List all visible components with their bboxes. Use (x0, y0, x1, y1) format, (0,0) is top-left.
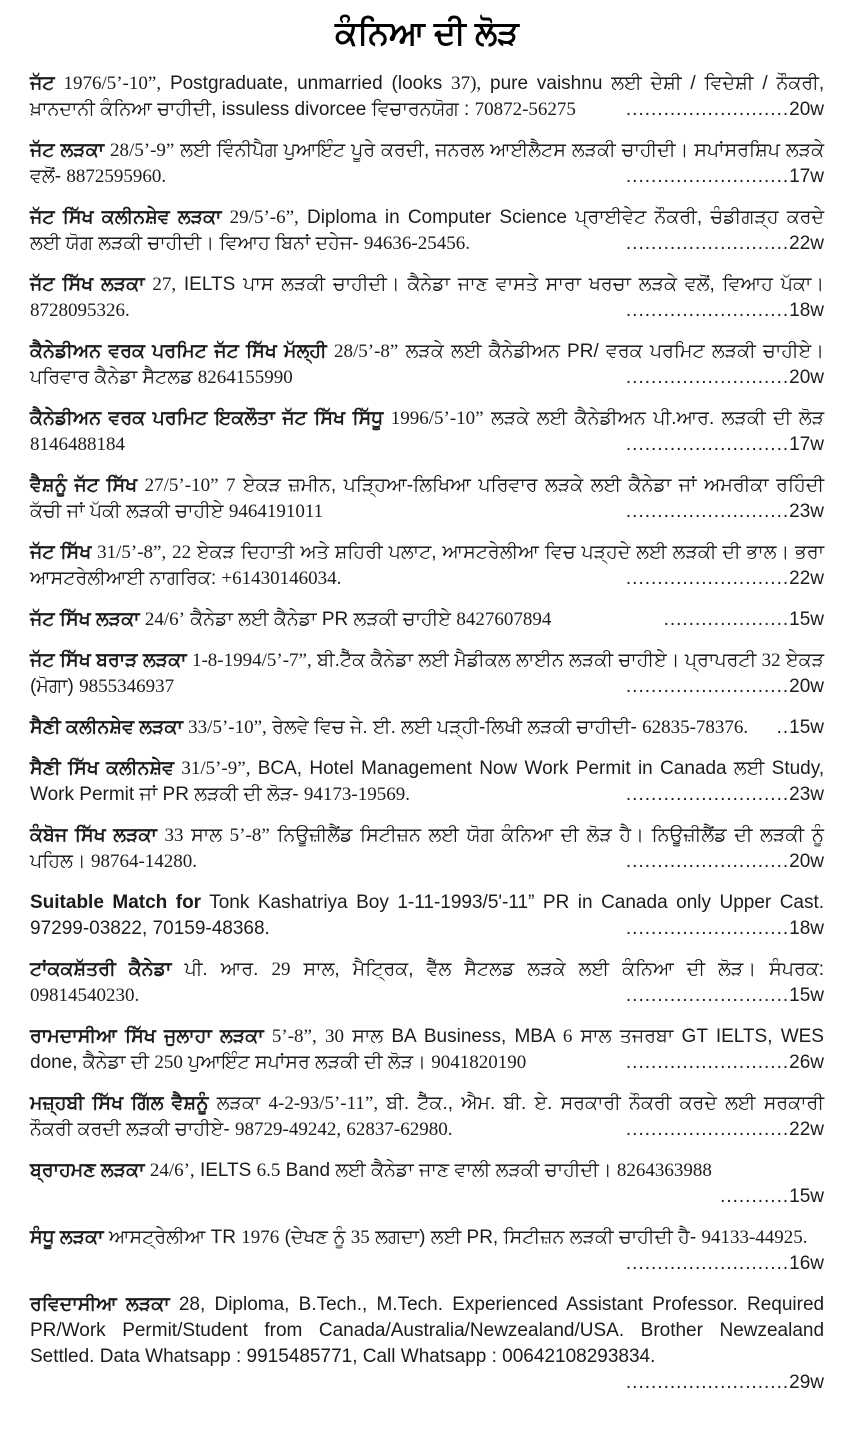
ad-trailer (710, 1184, 824, 1210)
ad-number: 35 (350, 1227, 370, 1249)
ad-body-text: Tonk Kashatriya Boy 1-11-1993/5'-11” PR in Canada only Upper Cast. 97299-03822, 70159-48368. (30, 892, 825, 940)
leader-dots: .......................... (625, 434, 790, 456)
ad-lead-caste: ਜੱਟ ਲੜਕਾ (30, 140, 105, 162)
ad-number: 31/5’-9”, (181, 758, 251, 780)
ad-number: 32 (761, 650, 781, 672)
ad-trailer (654, 607, 824, 633)
leader-dots: .......................... (625, 1119, 790, 1141)
leader-dots: .. (776, 717, 790, 739)
word-count-badge: 15w (789, 609, 824, 631)
ad-lead-caste: ਵੈਸ਼ਨੂੰ ਜੱਟ ਸਿੱਖ (30, 475, 138, 497)
ad-number: 31/5’-8”, (97, 542, 167, 564)
ad-body-text: 1976/5’-10”, Postgraduate, unmarried (looks 37), pure vaishnu ਲਈ ਦੇਸ਼ੀ / ਵਿਦੇਸ਼ੀ / ਨੌਕਰੀ, ਖ਼ਾਨਦਾਨੀ ਕੰਨਿਆ ਚਾਹੀਦੀ, issuless divorcee ਵਿਚਾਰਨਯੋਗ : 70872-56275 (30, 73, 825, 121)
word-count-badge: 26w (789, 1052, 824, 1074)
classified-ad (30, 272, 824, 324)
ad-trailer (616, 97, 824, 123)
word-count-badge: 23w (789, 501, 824, 523)
leader-dots: .................... (663, 609, 790, 631)
ad-number: 9855346937 (79, 676, 175, 698)
leader-dots: .......................... (625, 568, 790, 590)
ad-body-text: 1-8-1994/5’-7”, ਬੀ.ਟੈੱਕ ਕੈਨੇਡਾ ਲਈ ਮੈਡੀਕਲ ਲਾਈਨ ਲੜਕੀ ਚਾਹੀਏ। ਪ੍ਰਾਪਰਟੀ 32 ਏਕੜ (ਮੋਗਾ) 9855346937 (30, 650, 825, 698)
ad-lead-caste: ਜੱਟ (30, 73, 55, 95)
ad-body-text: 28, Diploma, B.Tech., M.Tech. Experienced Assistant Professor. Required PR/Work Permit/Student from Canada/Australia/Newzealand/USA. Brother Newzealand Settled. Data Whatsapp : 9915485771, Call Whatsapp : 00642108293834. (30, 1294, 825, 1368)
ad-lead-caste: ਰਾਮਦਾਸੀਆ ਸਿੱਖ ਜੁਲਾਹਾ ਲੜਕਾ (30, 1026, 264, 1048)
ads-list (30, 71, 824, 1396)
classified-ad (30, 715, 824, 741)
ad-number: 37), (451, 73, 482, 95)
leader-dots: .......................... (625, 985, 790, 1007)
ad-trailer (616, 231, 824, 257)
ad-number: 24/6’, (149, 1160, 195, 1182)
ad-trailer (616, 916, 824, 942)
ad-number: 94133-44925. (701, 1227, 808, 1249)
classified-ad (30, 648, 824, 700)
leader-dots: .......................... (625, 1253, 790, 1275)
ad-lead-caste: ਜੱਟ ਸਿੱਖ (30, 542, 92, 564)
ad-body-text: 28/5’-8” ਲੜਕੇ ਲਈ ਕੈਨੇਡੀਅਨ PR/ ਵਰਕ ਪਰਮਿਟ ਲੜਕੀ ਚਾਹੀਏ। ਪਰਿਵਾਰ ਕੈਨੇਡਾ ਸੈਟਲਡ 8264155990 (30, 341, 825, 389)
classified-ad (30, 1225, 824, 1277)
leader-dots: .......................... (625, 501, 790, 523)
ad-number: 98729-49242, (235, 1119, 342, 1141)
ad-number: 1996/5’-10” (390, 408, 484, 430)
ad-number: 1976/5’-10”, (63, 73, 162, 95)
ad-number: 94636-25456. (363, 233, 470, 255)
ad-body-text: 33/5’-10”, ਰੇਲਵੇ ਵਿਚ ਜੇ. ਈ. ਲਈ ਪੜ੍ਹੀ-ਲਿਖੀ ਲੜਕੀ ਚਾਹੀਦੀ- 62835-78376. (188, 717, 749, 739)
leader-dots: .......................... (625, 233, 790, 255)
ad-trailer (616, 365, 824, 391)
ad-body-text: 24/6’ ਕੈਨੇਡਾ ਲਈ ਕੈਨੇਡਾ PR ਲੜਕੀ ਚਾਹੀਏ 8427607894 (144, 609, 552, 631)
ad-number: 62837-62980. (346, 1119, 453, 1141)
ad-body-text: 29/5’-6”, Diploma in Computer Science ਪ੍ਰਾਈਵੇਟ ਨੌਕਰੀ, ਚੰਡੀਗੜ੍ਹ ਕਰਦੇ ਲਈ ਯੋਗ ਲੜਕੀ ਚਾਹੀਦੀ। ਵਿਆਹ ਬਿਨਾਂ ਦਹੇਜ- 94636-25456. (30, 207, 825, 255)
classified-ad (30, 890, 824, 942)
word-count-badge: 15w (789, 985, 824, 1007)
word-count-badge: 20w (789, 851, 824, 873)
ad-number: +61430146034. (221, 568, 342, 590)
ad-number: 9464191011 (228, 501, 324, 523)
ad-number: 5’-8” (229, 825, 270, 847)
classified-ad (30, 756, 824, 808)
word-count-badge: 23w (789, 784, 824, 806)
word-count-badge: 15w (789, 717, 824, 739)
ad-body-text: 31/5’-9”, BCA, Hotel Management Now Work Permit in Canada ਲਈ Study, Work Permit ਜਾਂ PR ਲੜਕੀ ਦੀ ਲੋੜ- 94173-19569. (30, 758, 825, 806)
classified-ad (30, 205, 824, 257)
ad-lead-caste: ਜੱਟ ਸਿੱਖ ਬਰਾੜ ਲੜਕਾ (30, 650, 187, 672)
ad-lead-caste: ਜੱਟ ਸਿੱਖ ਲੜਕਾ (30, 274, 145, 296)
ad-body-text: 1996/5’-10” ਲੜਕੇ ਲਈ ਕੈਨੇਡੀਅਨ ਪੀ.ਆਰ. ਲੜਕੀ ਦੀ ਲੋੜ 8146488184 (30, 408, 825, 456)
leader-dots: .......................... (625, 851, 790, 873)
ad-body-text: 31/5’-8”, 22 ਏਕੜ ਦਿਹਾਤੀ ਅਤੇ ਸ਼ਹਿਰੀ ਪਲਾਟ, ਆਸਟਰੇਲੀਆ ਵਿਚ ਪੜ੍ਹਦੇ ਲਈ ਲੜਕੀ ਦੀ ਭਾਲ। ਭਰਾ ਆਸਟਰੇਲੀਆਈ ਨਾਗਰਿਕ: +61430146034. (30, 542, 825, 590)
word-count-badge: 29w (789, 1372, 824, 1394)
word-count-badge: 22w (789, 568, 824, 590)
ad-trailer (616, 1251, 824, 1277)
leader-dots: .......................... (625, 300, 790, 322)
leader-dots: .......................... (625, 784, 790, 806)
ad-body-text: 27, IELTS ਪਾਸ ਲੜਕੀ ਚਾਹੀਦੀ। ਕੈਨੇਡਾ ਜਾਣ ਵਾਸਤੇ ਸਾਰਾ ਖਰਚਾ ਲੜਕੇ ਵਲੋਂ, ਵਿਆਹ ਪੱਕਾ। 8728095326. (30, 274, 825, 322)
ad-number: 70872-56275 (474, 99, 576, 121)
ad-lead-caste: ਕੰਬੋਜ ਸਿੱਖ ਲੜਕਾ (30, 825, 157, 847)
leader-dots: ........... (720, 1186, 790, 1208)
ad-number: 7 (225, 475, 236, 497)
ad-number: 8728095326. (30, 300, 130, 322)
word-count-badge: 22w (789, 233, 824, 255)
ad-number: 22 (172, 542, 192, 564)
classified-ad (30, 339, 824, 391)
ad-number: 24/6’ (144, 609, 185, 631)
ad-number: 29 (271, 959, 291, 981)
ad-trailer (616, 499, 824, 525)
ad-lead-caste: ਜੱਟ ਸਿੱਖ ਲੜਕਾ (30, 609, 140, 631)
ad-lead-caste: ਬ੍ਰਾਹਮਣ ਲੜਕਾ (30, 1160, 145, 1182)
leader-dots: .......................... (625, 1372, 790, 1394)
ad-number: 28/5’-8” (333, 341, 399, 363)
classified-ad (30, 406, 824, 458)
word-count-badge: 22w (789, 1119, 824, 1141)
ad-lead-caste: ਟਾਂਕਕਸ਼ੱਤਰੀ ਕੈਨੇਡਾ (30, 959, 172, 981)
ad-number: 09814540230. (30, 985, 140, 1007)
leader-dots: .......................... (625, 676, 790, 698)
ad-lead-caste: ਕੈਨੇਡੀਅਨ ਵਰਕ ਪਰਮਿਟ ਜੱਟ ਸਿੱਖ ਮੱਲ੍ਹੀ (30, 341, 327, 363)
leader-dots: .......................... (625, 166, 790, 188)
ad-body-text: ਲੜਕਾ 4-2-93/5’-11”, ਬੀ. ਟੈੱਕ., ਐਮ. ਬੀ. ਏ. ਸਰਕਾਰੀ ਨੌਕਰੀ ਕਰਦੇ ਲਈ ਸਰਕਾਰੀ ਨੌਕਰੀ ਕਰਦੀ ਲੜਕੀ ਚਾਹੀਏ- 98729-49242, 62837-62980. (30, 1093, 825, 1141)
ad-number: 33 (164, 825, 184, 847)
ad-number: 8264363988 (616, 1160, 712, 1182)
classified-ad (30, 473, 824, 525)
leader-dots: .......................... (625, 99, 790, 121)
word-count-badge: 20w (789, 676, 824, 698)
word-count-badge: 15w (789, 1186, 824, 1208)
ad-lead-caste: ਸੈਣੀ ਕਲੀਨਸ਼ੇਵ ਲੜਕਾ (30, 717, 183, 739)
ad-body-text: 24/6’, IELTS 6.5 Band ਲਈ ਕੈਨੇਡਾ ਜਾਣ ਵਾਲੀ ਲੜਕੀ ਚਾਹੀਦੀ। 8264363988 (149, 1160, 712, 1182)
page-title: ਕੰਨਿਆ ਦੀ ਲੋੜ (335, 14, 519, 51)
word-count-badge: 17w (789, 166, 824, 188)
ad-number: 8872595960. (66, 166, 167, 188)
ad-number: 27, (152, 274, 177, 296)
ad-lead-caste: ਜੱਟ ਸਿੱਖ ਕਲੀਨਸ਼ੇਵ ਲੜਕਾ (30, 207, 222, 229)
classified-ad (30, 71, 824, 123)
ad-lead-caste: Suitable Match for (30, 892, 202, 914)
ad-trailer (616, 782, 824, 808)
leader-dots: .......................... (625, 367, 790, 389)
classified-ad (30, 823, 824, 875)
ad-trailer (616, 432, 824, 458)
ad-number: 33/5’-10”, (188, 717, 267, 739)
ad-trailer (616, 566, 824, 592)
ad-trailer (616, 1117, 824, 1143)
classified-ad (30, 957, 824, 1009)
ad-number: 250 (154, 1052, 183, 1074)
word-count-badge: 17w (789, 434, 824, 456)
ad-lead-caste: ਰਵਿਦਾਸੀਆ ਲੜਕਾ (30, 1294, 170, 1316)
ad-number: 94173-19569. (303, 784, 410, 806)
ad-trailer (616, 164, 824, 190)
ad-number: 4-2-93/5’-11”, (268, 1093, 379, 1115)
ad-lead-caste: ਮਜ਼੍ਹਬੀ ਸਿੱਖ ਗਿੱਲ ਵੈਸ਼ਨੂੰ (30, 1093, 209, 1115)
ad-trailer (616, 983, 824, 1009)
leader-dots: .......................... (625, 918, 790, 940)
word-count-badge: 18w (789, 918, 824, 940)
classified-ad (30, 1158, 824, 1210)
classified-ad (30, 607, 824, 633)
ad-number: 9041820190 (431, 1052, 527, 1074)
ad-body-text: ਆਸਟ੍ਰੇਲੀਆ TR 1976 (ਦੇਖਣ ਨੂੰ 35 ਲਗਦਾ) ਲਈ PR, ਸਿਟੀਜ਼ਨ ਲੜਕੀ ਚਾਹੀਦੀ ਹੈ- 94133-44925. (108, 1227, 808, 1249)
ad-number: 27/5’-10” (144, 475, 219, 497)
ad-number: 8427607894 (456, 609, 552, 631)
ad-trailer (616, 298, 824, 324)
ad-body-text: 5’-8”, 30 ਸਾਲ BA Business, MBA 6 ਸਾਲ ਤਜਰਬਾ GT IELTS, WES done, ਕੈਨੇਡਾ ਦੀ 250 ਪੁਆਇੰਟ ਸਪਾਂਸਰ ਲੜਕੀ ਦੀ ਲੋੜ। 9041820190 (30, 1026, 824, 1074)
classified-ad (30, 1292, 824, 1396)
ad-trailer (616, 849, 824, 875)
classified-ad (30, 540, 824, 592)
word-count-badge: 20w (789, 99, 824, 121)
word-count-badge: 20w (789, 367, 824, 389)
ad-body-text: 27/5’-10” 7 ਏਕੜ ਜ਼ਮੀਨ, ਪੜ੍ਹਿਆ-ਲਿਖਿਆ ਪਰਿਵਾਰ ਲੜਕੇ ਲਈ ਕੈਨੇਡਾ ਜਾਂ ਅਮਰੀਕਾ ਰਹਿੰਦੀ ਕੱਚੀ ਜਾਂ ਪੱਕੀ ਲੜਕੀ ਚਾਹੀਏ 9464191011 (30, 475, 825, 523)
ad-number: 29/5’-6”, (229, 207, 299, 229)
ad-number: 6.5 (256, 1160, 281, 1182)
ad-lead-caste: ਸੈਣੀ ਸਿੱਖ ਕਲੀਨਸ਼ੇਵ (30, 758, 175, 780)
ad-number: 8264155990 (197, 367, 293, 389)
ad-number: 5’-8”, (271, 1026, 317, 1048)
ad-lead-caste: ਕੈਨੇਡੀਅਨ ਵਰਕ ਪਰਮਿਟ ਇਕਲੌਤਾ ਜੱਟ ਸਿੱਖ ਸਿੱਧੂ (30, 408, 384, 430)
ad-number: 8146488184 (30, 434, 125, 456)
ad-trailer (616, 1370, 824, 1396)
classified-ad (30, 1091, 824, 1143)
classified-ad (30, 1024, 824, 1076)
ad-body-text: ਪੀ. ਆਰ. 29 ਸਾਲ, ਮੈਟ੍ਰਿਕ, ਵੈੱਲ ਸੈਟਲਡ ਲੜਕੇ ਲਈ ਕੰਨਿਆ ਦੀ ਲੋੜ। ਸੰਪਰਕ: 09814540230. (30, 959, 825, 1007)
ad-body-text: 28/5’-9” ਲਈ ਵਿੰਨੀਪੈਗ ਪੁਆਇੰਟ ਪੂਰੇ ਕਰਦੀ, ਜਨਰਲ ਆਈਲੈਟਸ ਲੜਕੀ ਚਾਹੀਦੀ। ਸਪਾਂਸਰਸ਼ਿਪ ਲੜਕੇ ਵਲੋਂ- 8872595960. (30, 140, 825, 188)
ad-number: 1976 (241, 1227, 280, 1249)
ad-number: 1-8-1994/5’-7”, (191, 650, 312, 672)
ad-number: 62835-78376. (642, 717, 749, 739)
word-count-badge: 18w (789, 300, 824, 322)
ad-number: 98764-14280. (90, 851, 198, 873)
ad-number: 28/5’-9” (109, 140, 175, 162)
word-count-badge: 16w (789, 1253, 824, 1275)
ad-trailer (616, 1050, 824, 1076)
ad-trailer (616, 674, 824, 700)
classified-ad (30, 138, 824, 190)
ad-number: 6 (562, 1026, 573, 1048)
leader-dots: .......................... (625, 1052, 790, 1074)
ad-body-text: 33 ਸਾਲ 5’-8” ਨਿਊਜ਼ੀਲੈਂਡ ਸਿਟੀਜ਼ਨ ਲਈ ਯੋਗ ਕੰਨਿਆ ਦੀ ਲੋੜ ਹੈ। ਨਿਊਜ਼ੀਲੈਂਡ ਦੀ ਲੜਕੀ ਨੂੰ ਪਹਿਲ। 98764-14280. (30, 825, 825, 873)
ad-lead-caste: ਸੰਧੂ ਲੜਕਾ (30, 1227, 104, 1249)
ad-number: 30 (324, 1026, 344, 1048)
ad-trailer (767, 715, 824, 741)
